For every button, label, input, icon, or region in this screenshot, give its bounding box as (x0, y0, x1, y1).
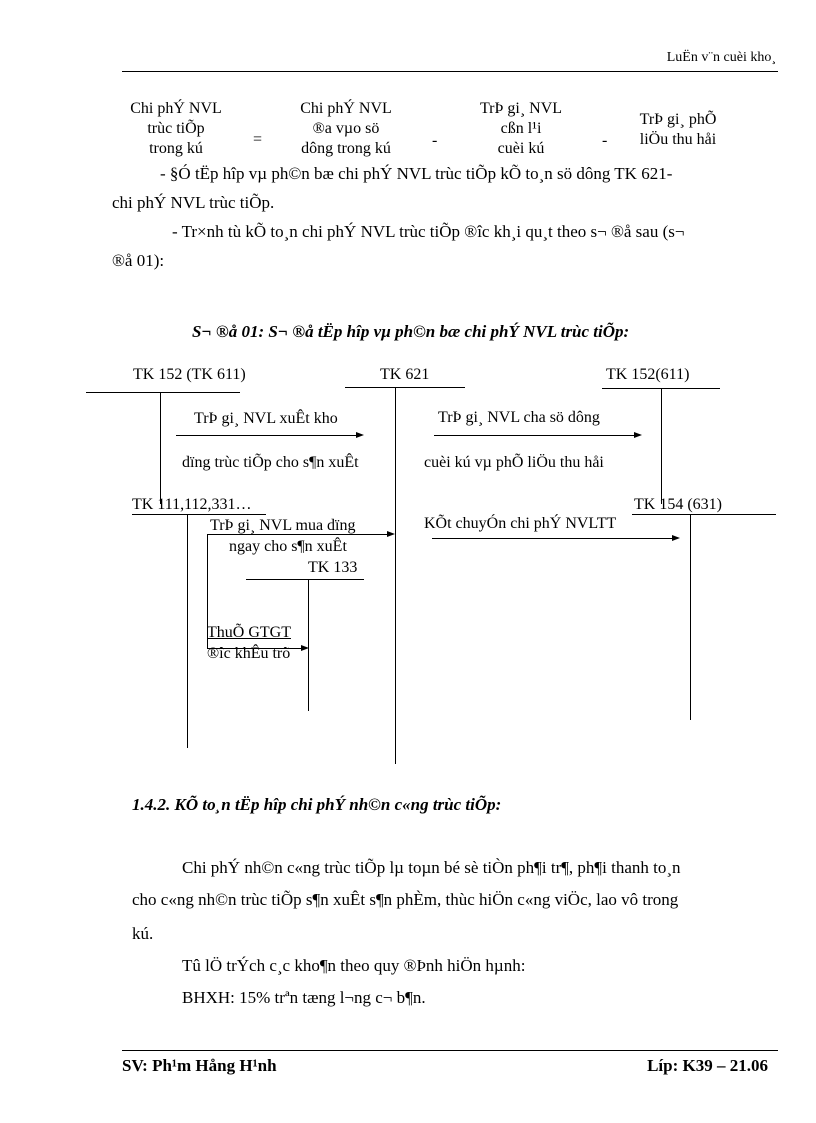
formula-term-1: Chi phÝ NVL trùc tiÕp trong kú (130, 100, 222, 157)
arrow1-line (176, 435, 356, 436)
arrow1-label-top: TrÞ gi¸ NVL xuÊt kho (194, 410, 338, 427)
formula-term-4: TrÞ gi¸ phÕ liÖu thu håi (639, 111, 717, 148)
header-title: LuËn v¨n cuèi kho¸ (666, 50, 776, 65)
paragraph-1-line-1: - §Ó tËp hîp vµ ph©n bæ chi phÝ NVL trùc tiÕp kÕ to¸n sö dông TK 621- (160, 164, 673, 183)
vat-label-2: ®îc khÊu trõ (207, 645, 291, 662)
account-tk133: TK 133 (308, 559, 358, 576)
tk621-hline (345, 387, 465, 388)
paragraph-2-line-2: ®å 01): (112, 251, 165, 270)
arrow4-line (432, 538, 672, 539)
formula-minus-2: - (602, 132, 608, 149)
tk111-hline (132, 514, 266, 515)
arrow2-head (634, 432, 642, 438)
arrow2-label-bottom: cuèi kú vµ phÕ liÖu thu håi (424, 454, 604, 471)
formula-eq: = (253, 131, 263, 148)
formula-term-3: TrÞ gi¸ NVL cßn l¹i cuèi kú (479, 100, 563, 157)
arrow4-head (672, 535, 680, 541)
tk111-vline (187, 514, 188, 748)
arrow3-line (207, 534, 387, 535)
arrow1-label-bottom: dïng trùc tiÕp cho s¶n xuÊt (182, 454, 359, 471)
formula-term-2: Chi phÝ NVL ®a vµo sö dông trong kú (300, 100, 392, 157)
tk621-vline (395, 387, 396, 764)
diagram-title: S¬ ®å 01: S¬ ®å tËp hîp vµ ph©n bæ chi phÝ NVL trùc tiÕp: (192, 322, 630, 341)
arrow1-head (356, 432, 364, 438)
formula-minus-1: - (432, 132, 438, 149)
account-tk152: TK 152 (TK 611) (133, 366, 246, 383)
paragraph-3-line-3: kú. (132, 924, 154, 943)
account-tk621: TK 621 (380, 366, 430, 383)
arrow3-label-bottom: ngay cho s¶n xuÊt (229, 538, 347, 555)
account-tk111: TK 111,112,331… (132, 496, 252, 513)
tk152-right-vline (661, 388, 662, 504)
paragraph-3-line-2: cho c«ng nh©n trùc tiÕp s¶n xuÊt s¶n phÈm, thùc hiÖn c«ng viÖc, lao vô trong (132, 890, 679, 909)
account-tk154: TK 154 (631) (634, 496, 722, 513)
vat-label-1: ThuÕ GTGT (207, 624, 291, 641)
tk154-vline (690, 514, 691, 720)
footer-rule (122, 1050, 778, 1051)
tk152-hline (86, 392, 240, 393)
account-tk152-right: TK 152(611) (606, 366, 690, 383)
arrow3-head (387, 531, 395, 537)
paragraph-2-line-1: - Tr×nh tù kÕ to¸n chi phÝ NVL trùc tiÕp ®îc kh¸i qu¸t theo s¬ ®å sau (s¬ (172, 222, 685, 241)
paragraph-4: Tû lÖ trÝch c¸c kho¶n theo quy ®Þnh hiÖn hµnh: (182, 956, 526, 975)
footer-student: SV: Ph¹m Hång H¹nh (122, 1056, 277, 1075)
tk154-hline (632, 514, 776, 515)
arrow2-line (434, 435, 634, 436)
paragraph-5: BHXH: 15% trªn tæng l¬ng c¬ b¶n. (182, 988, 426, 1007)
header-rule (122, 71, 778, 72)
footer-class: Líp: K39 – 21.06 (647, 1056, 768, 1075)
vat-arrow-head (301, 645, 309, 651)
arrow4-label: KÕt chuyÓn chi phÝ NVLTT (424, 515, 617, 532)
tk133-hline (246, 579, 364, 580)
arrow2-label-top: TrÞ gi¸ NVL cha sö dông (438, 409, 600, 426)
arrow3-label-top: TrÞ gi¸ NVL mua dïng (210, 517, 356, 534)
section-heading: 1.4.2. KÕ to¸n tËp hîp chi phÝ nh©n c«ng trùc tiÕp: (132, 795, 502, 814)
tk152-vline (160, 392, 161, 504)
paragraph-3-line-1: Chi phÝ nh©n c«ng trùc tiÕp lµ toµn bé sè tiÒn ph¶i tr¶, ph¶i thanh to¸n (182, 858, 681, 877)
paragraph-1-line-2: chi phÝ NVL trùc tiÕp. (112, 193, 275, 212)
